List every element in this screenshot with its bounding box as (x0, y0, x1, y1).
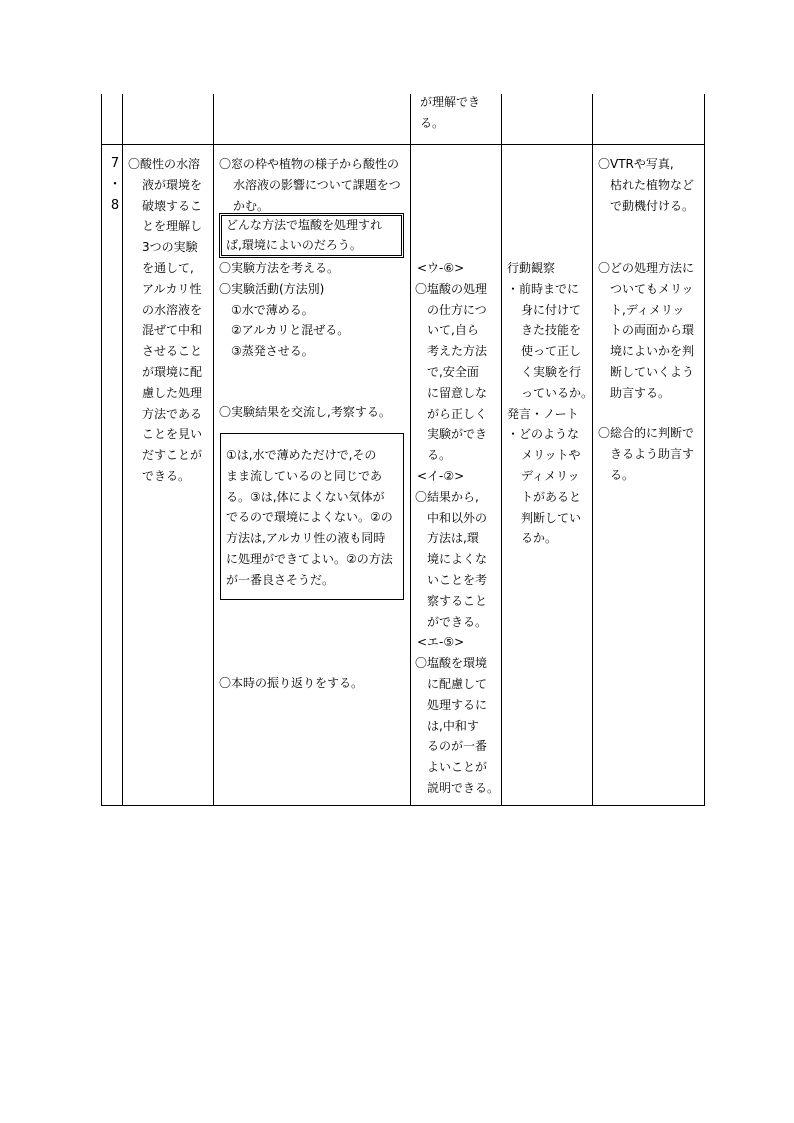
text-line: ディメリッ (521, 468, 580, 483)
text-line: トがあると (521, 489, 582, 504)
text-line: ができる。 (427, 614, 488, 629)
text-line: 3つの実験 (142, 240, 198, 255)
text-line: 液が環境を (142, 177, 203, 192)
text-line: 考えた方法 (427, 344, 488, 359)
text-line: っているか。 (521, 385, 594, 400)
text-line: る。 (427, 448, 452, 463)
activity-results: 〇実験結果を交流し,考察する。 (219, 405, 391, 419)
text-line: るのが一番 (427, 739, 488, 754)
column-divider (213, 94, 214, 806)
text-line: 身に付けて (521, 302, 582, 317)
column-divider (501, 94, 502, 806)
text-line: に留意しな (427, 385, 488, 400)
text-line: ③蒸発させる。 (231, 344, 314, 359)
support-motivation (598, 154, 694, 216)
text-line: 破壊するこ (142, 198, 203, 213)
text-line: 〇酸性の水溶 (128, 157, 201, 171)
text-line: がら正しく (427, 406, 488, 421)
text-line: 方法は,環 (427, 531, 479, 546)
text-line: るか。 (521, 531, 558, 546)
support-judgment (598, 423, 694, 485)
evaluation-method-cell (507, 258, 593, 549)
text-line: 使って正し (521, 344, 582, 359)
text-line: に配慮して (427, 676, 488, 691)
period-separator: ・ (108, 176, 122, 192)
text-line: の仕方につ (427, 302, 487, 317)
text-line: 断していくよう (610, 364, 695, 379)
column-divider (122, 94, 123, 806)
text-line: 境によくな (427, 552, 488, 567)
text-line: ①は,水で薄めただけで,その (226, 448, 377, 462)
evaluation-cell (415, 258, 499, 799)
text-line: ②アルカリと混ぜる。 (231, 323, 350, 338)
text-line: 行動観察 (507, 261, 556, 275)
text-line: 実験ができ (427, 427, 488, 442)
text-line: 方法である (142, 406, 203, 421)
text-line: 枯れた植物など (610, 177, 695, 192)
support-advice (598, 258, 694, 404)
text-line: できる。 (142, 468, 191, 483)
text-line: が理解でき (420, 95, 481, 109)
text-line: の水溶液を (142, 302, 203, 317)
text-line: は,中和す (427, 718, 479, 733)
text-line: が環境に配 (142, 364, 203, 379)
text-line: 判断してい (521, 510, 582, 525)
text-line: 〇実験方法を考える。 (219, 261, 340, 275)
text-line: で動機付ける。 (610, 198, 695, 213)
text-line: 方法は,アルカリ性の液も同時 (226, 531, 386, 546)
activity-methods (219, 258, 349, 362)
criterion-tag: <イ-②> (417, 468, 465, 483)
text-line: ト,ディメリッ (610, 302, 685, 317)
period-cell (108, 154, 122, 216)
text-line: かむ。 (233, 198, 270, 213)
student-response (226, 445, 393, 591)
period-number: 8 (110, 197, 120, 213)
text-line: 〇実験活動(方法別) (219, 281, 325, 296)
text-line: る。 (420, 115, 445, 130)
text-line: ①水で薄める。 (231, 302, 314, 317)
text-line: トの両面から環 (610, 323, 695, 338)
text-line: とを理解し (142, 219, 203, 234)
period-number: 7 (110, 156, 120, 171)
text-line: きるよう助言す (610, 446, 695, 461)
text-line: 助言する。 (610, 385, 671, 400)
text-line: く実験を行 (521, 364, 582, 379)
text-line: 水溶液の影響について課題をつ (233, 177, 401, 192)
text-line: が一番良さそうだ。 (226, 572, 335, 587)
text-line: 境によいかを判 (610, 344, 695, 359)
text-line: 〇VTRや写真, (598, 157, 674, 171)
text-line: でるので環境によくない。②の (226, 510, 393, 525)
text-line: だすことが (142, 448, 203, 463)
text-line: 〇塩酸の処理 (415, 281, 488, 296)
text-line: 〇結果から, (415, 489, 479, 504)
text-line: 説明できる。 (427, 780, 500, 795)
table-border-bottom (101, 805, 705, 806)
criterion-tag: <ウ-⑥> (417, 261, 465, 275)
text-line: アルカリ性 (142, 281, 202, 296)
column-divider (410, 94, 411, 806)
objective-cell (128, 154, 202, 487)
text-line: 〇総合的に判断で (598, 426, 695, 440)
text-line: どんな方法で塩酸を処理すれ (226, 218, 383, 232)
text-line: 〇どの処理方法に (598, 261, 695, 275)
lesson-question (226, 215, 382, 255)
text-line: を通して, (142, 260, 194, 275)
text-line: 混ぜて中和 (142, 323, 203, 338)
text-line: 察すること (427, 593, 488, 608)
text-line: る。③は,体によくない気体が (226, 489, 385, 504)
text-line: いて,自ら (427, 323, 479, 338)
table-border-right (704, 94, 705, 806)
text-line: ・前時までに (507, 281, 580, 296)
text-line: 慮した処理 (142, 385, 203, 400)
text-line: る。 (610, 467, 635, 482)
text-line: 〇窓の枠や植物の様子から酸性の (219, 157, 400, 171)
text-line: 中和以外の (427, 510, 488, 525)
text-line: 発言・ノート (507, 406, 579, 421)
text-line: で,安全面 (427, 364, 479, 379)
text-line: ・どのような (507, 427, 580, 442)
text-line: まま流しているのと同じであ (226, 468, 383, 483)
text-line: ことを見い (142, 427, 203, 442)
text-line: 〇塩酸を環境 (415, 656, 488, 671)
evaluation-continued (420, 92, 480, 134)
text-line: に処理ができてよい。②の方法 (226, 551, 393, 566)
text-line: いことを考 (427, 572, 488, 587)
text-line: 処理するに (427, 697, 488, 712)
row-divider (101, 144, 705, 145)
text-line: きた技能を (521, 323, 582, 338)
text-line: メリットや (521, 448, 581, 463)
activity-intro (219, 154, 401, 216)
text-line: よいことが (427, 760, 488, 775)
criterion-tag: <エ-⑤> (417, 635, 465, 650)
activity-reflection: 〇本時の振り返りをする。 (219, 676, 364, 690)
table-border-left (101, 94, 102, 806)
text-line: ついてもメリッ (610, 281, 694, 296)
text-line: ば,環境によいのだろう。 (226, 238, 362, 252)
text-line: させること (142, 344, 203, 359)
